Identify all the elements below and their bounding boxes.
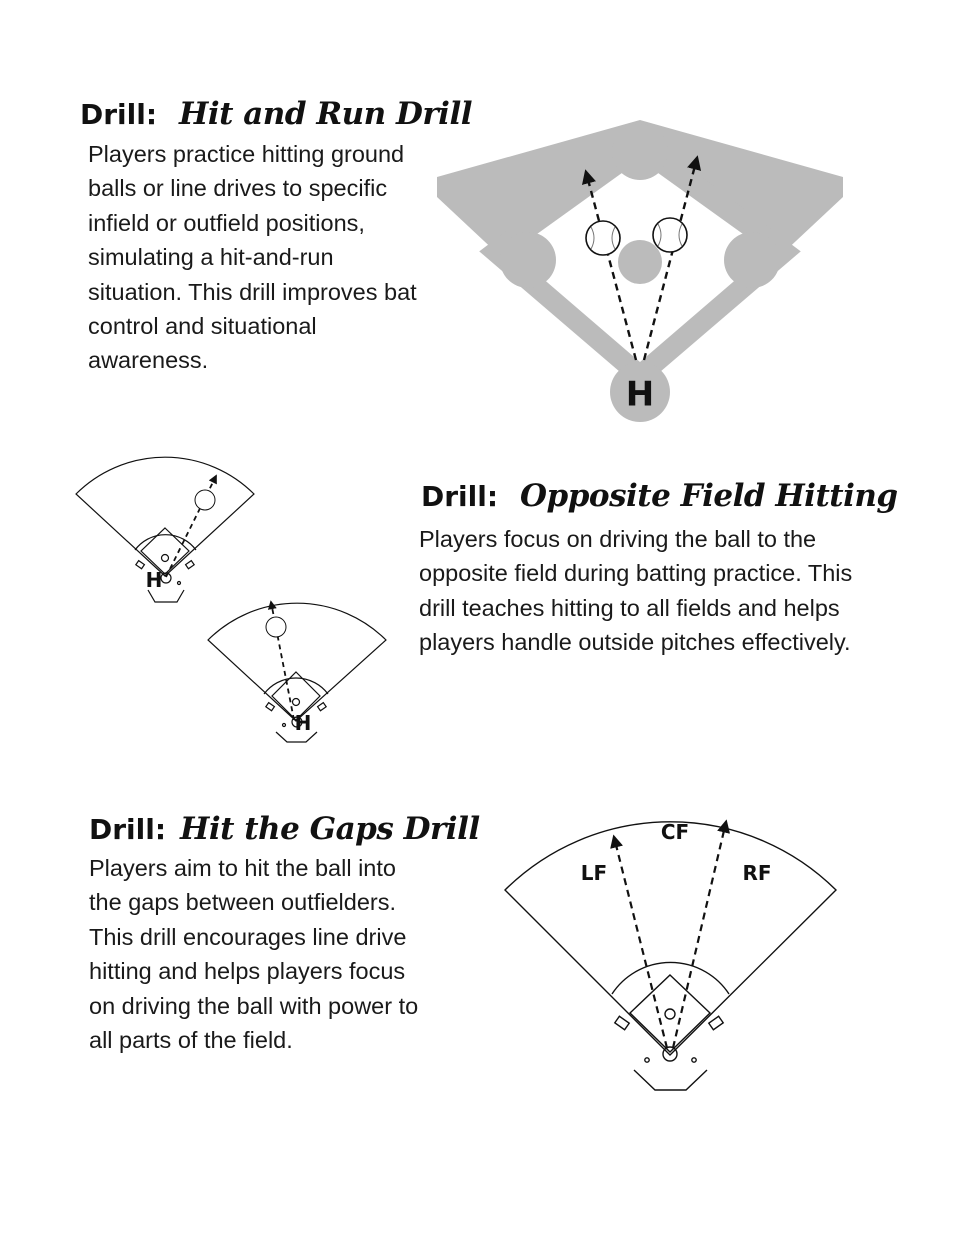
left-field-label: LF <box>580 861 608 885</box>
field-1 <box>76 457 254 602</box>
baseball-icon <box>266 617 286 637</box>
drill-1-heading <box>80 96 472 132</box>
drill-3-heading <box>89 811 480 847</box>
opposite-field-diagram <box>70 420 400 750</box>
pitcher-mound-circle <box>618 240 662 284</box>
drill-label: Drill: <box>80 98 158 131</box>
drill-1-description: Players practice hitting ground balls or line drives to specific infield or outfield positions, simulating a hit-and-run situation. This drill improves bat control and situational awareness. <box>88 141 417 374</box>
hit-the-gaps-diagram <box>500 760 845 1100</box>
second-base-circle <box>612 124 668 180</box>
home-plate-label: H <box>145 568 163 592</box>
drill-2-heading <box>421 478 898 514</box>
right-field-label: RF <box>742 861 772 885</box>
home-plate-label: H <box>625 374 655 415</box>
baseball-field <box>505 822 836 1090</box>
drill-title: Hit and Run Drill <box>179 96 472 132</box>
center-field-label: CF <box>660 820 690 844</box>
drill-2-description: Players focus on driving the ball to the opposite field during batting practice. This drill teaches hitting to all fields and helps players handle outside pitches effectively. <box>419 526 853 656</box>
hit-and-run-diagram <box>430 118 850 428</box>
baseball-icon <box>586 221 620 255</box>
third-base-circle <box>500 232 556 288</box>
drill-title: Opposite Field Hitting <box>520 478 898 514</box>
home-plate-label: H <box>294 711 312 735</box>
baseball-icon <box>653 218 687 252</box>
first-base-circle <box>724 232 780 288</box>
drill-title: Hit the Gaps Drill <box>180 811 480 847</box>
drill-label: Drill: <box>421 480 499 513</box>
drill-label: Drill: <box>89 813 167 846</box>
drill-3-description: Players aim to hit the ball into the gaps between outfielders. This drill encourages line drive hitting and helps players focus on driving the ball with power to all parts of the field. <box>89 855 419 1054</box>
baseball-icon <box>195 490 215 510</box>
